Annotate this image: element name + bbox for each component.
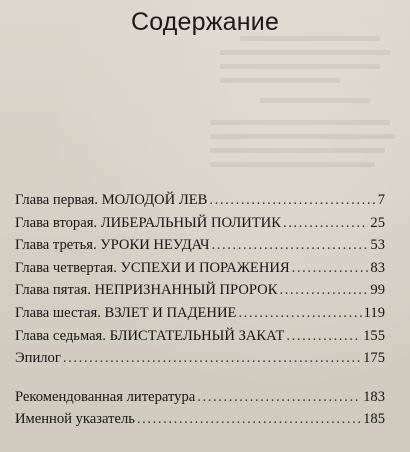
toc-page-number: 53 bbox=[370, 237, 385, 254]
toc-page-number: 185 bbox=[363, 411, 385, 428]
toc-leader-dots bbox=[211, 234, 368, 257]
toc-leader-dots bbox=[197, 386, 361, 409]
bleed-through-text bbox=[200, 36, 400, 186]
toc-entry-label: Рекомендованная литература bbox=[15, 388, 196, 405]
toc-page-number: 183 bbox=[363, 388, 385, 405]
toc-page-number: 175 bbox=[363, 350, 385, 367]
toc-page-number: 155 bbox=[363, 327, 385, 344]
toc-entry-label: Глава вторая. ЛИБЕРАЛЬНЫЙ ПОЛИТИК bbox=[15, 214, 281, 231]
toc-entry-chapter-4[interactable] bbox=[15, 257, 385, 280]
toc-leader-dots bbox=[137, 408, 361, 431]
toc-leader-dots bbox=[292, 257, 369, 280]
toc-entry-label: Глава пятая. НЕПРИЗНАННЫЙ ПРОРОК bbox=[15, 282, 278, 299]
toc-leader-dots bbox=[209, 189, 375, 212]
toc-section-gap bbox=[15, 370, 385, 386]
toc-entry-recommended-literature[interactable] bbox=[15, 386, 385, 409]
toc-page-number: 7 bbox=[377, 192, 385, 208]
toc-entry-chapter-1[interactable] bbox=[15, 189, 385, 212]
toc-entry-label: Именной указатель bbox=[15, 411, 135, 428]
toc-entry-epilogue[interactable] bbox=[15, 347, 385, 370]
toc-entry-chapter-6[interactable] bbox=[15, 302, 385, 325]
page-title: Содержание bbox=[130, 8, 280, 36]
toc-leader-dots bbox=[286, 325, 361, 348]
toc-entry-chapter-3[interactable] bbox=[15, 234, 385, 257]
toc-entry-label: Глава третья. УРОКИ НЕУДАЧ bbox=[15, 237, 210, 254]
toc-page-number: 119 bbox=[363, 304, 385, 321]
toc-entry-chapter-2[interactable] bbox=[15, 212, 385, 235]
toc-page-number: 99 bbox=[370, 282, 385, 299]
toc-leader-dots bbox=[283, 212, 368, 235]
toc-entry-name-index[interactable] bbox=[15, 408, 385, 431]
toc-leader-dots bbox=[63, 347, 361, 370]
table-of-contents bbox=[15, 189, 385, 431]
toc-entry-label: Глава первая. МОЛОДОЙ ЛЕВ bbox=[15, 192, 208, 208]
toc-entry-label: Глава шестая. ВЗЛЕТ И ПАДЕНИЕ bbox=[15, 304, 237, 321]
toc-leader-dots bbox=[238, 302, 361, 325]
toc-leader-dots bbox=[279, 279, 368, 302]
toc-entry-label: Глава четвертая. УСПЕХИ И ПОРАЖЕНИЯ bbox=[15, 259, 290, 276]
toc-entry-chapter-5[interactable] bbox=[15, 279, 385, 302]
toc-page-number: 83 bbox=[370, 259, 385, 276]
toc-page-number: 25 bbox=[370, 214, 385, 231]
toc-entry-chapter-7[interactable] bbox=[15, 325, 385, 348]
toc-entry-label: Глава седьмая. БЛИСТАТЕЛЬНЫЙ ЗАКАТ bbox=[15, 327, 285, 344]
toc-entry-label: Эпилог bbox=[15, 350, 61, 367]
